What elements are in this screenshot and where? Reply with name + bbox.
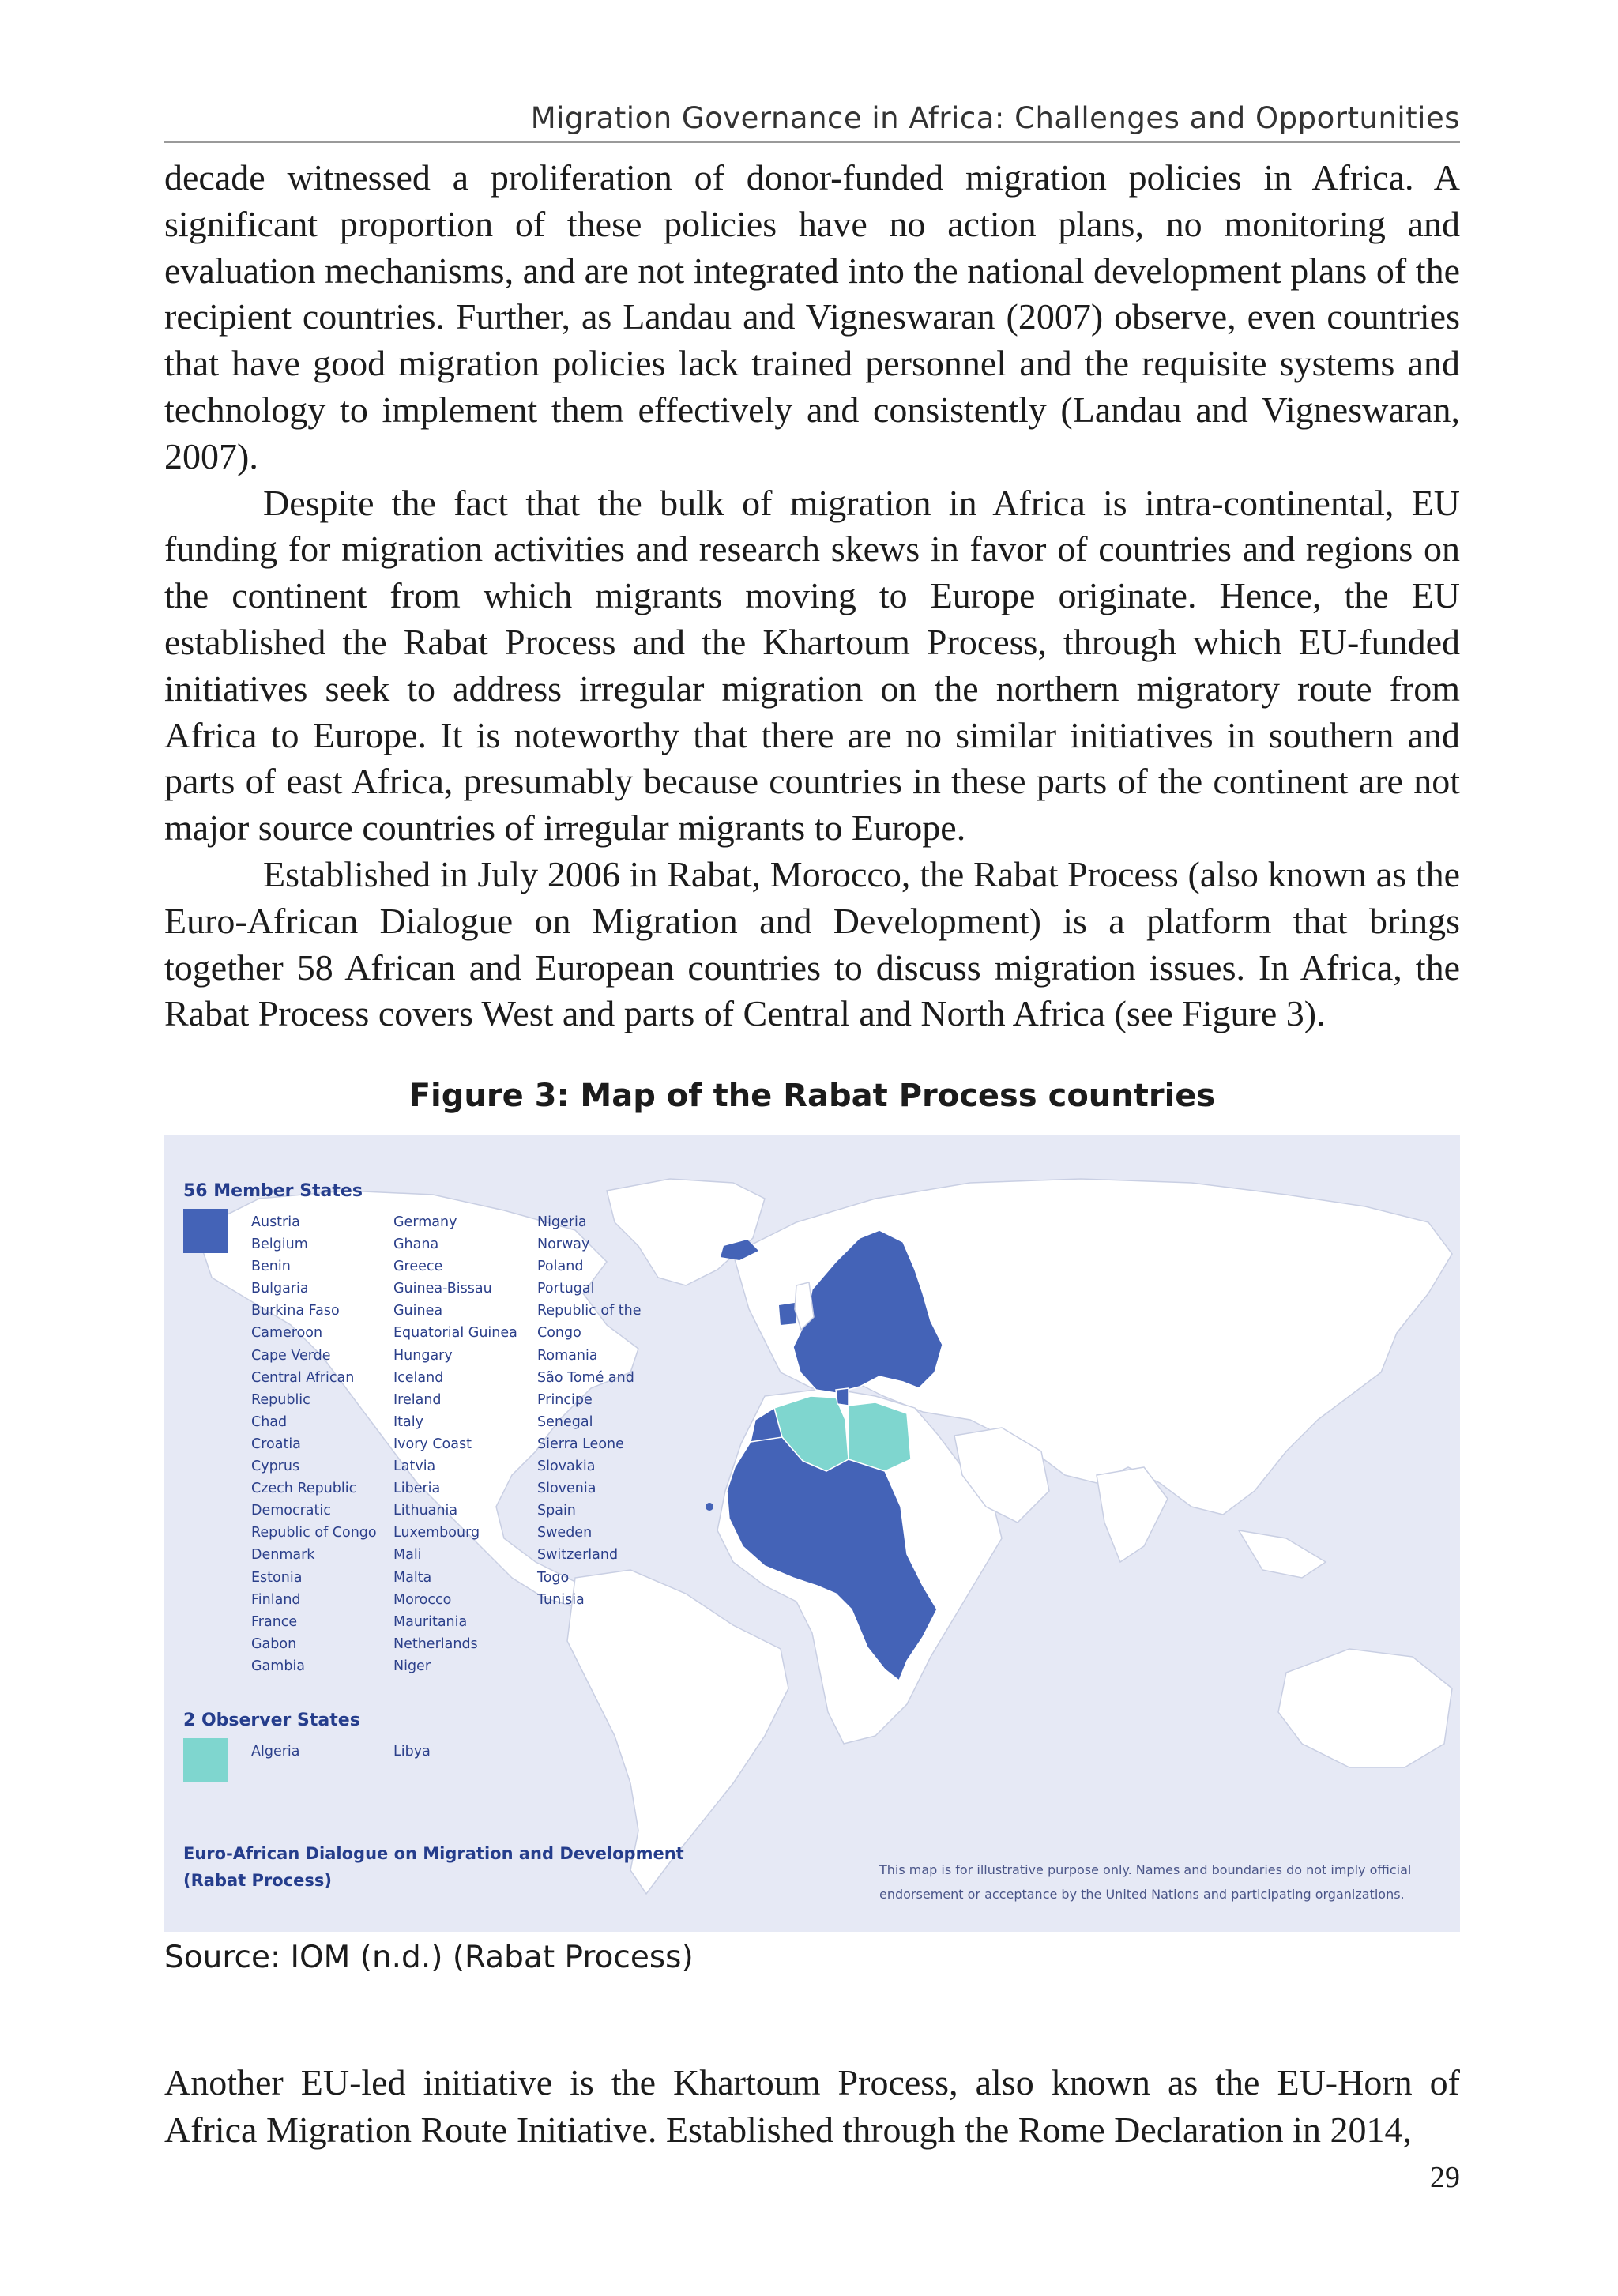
body-text-continued [164,2059,1460,2154]
member-name: Democratic [251,1503,331,1519]
member-name: Nigeria [537,1214,587,1230]
member-name: Italy [393,1413,423,1430]
members-column-2 [393,1211,517,1677]
member-name: Benin [251,1259,291,1275]
observer-libya [393,1741,431,1763]
page-number: 29 [1430,2161,1460,2194]
member-name: Germany [393,1214,457,1230]
member-name: Cameroon [251,1325,323,1342]
member-name: Ghana [393,1236,439,1253]
member-name: Iceland [393,1369,444,1386]
member-name: Republic of Congo [251,1525,377,1541]
member-name: Poland [537,1259,584,1275]
disclaimer-line-1: This map is for illustrative purpose only. Names and boundaries do not imply official [879,1862,1412,1877]
region-tunisia [836,1388,849,1406]
member-name: Croatia [251,1436,301,1452]
member-name: Sierra Leone [537,1436,624,1452]
land-se-asia [1239,1530,1326,1578]
member-name: Cyprus [251,1459,300,1475]
disclaimer-line-2: endorsement or acceptance by the United Nations and participating organizations. [879,1887,1405,1902]
members-column-3 [537,1211,642,1611]
observer-name: Algeria [251,1744,300,1760]
paragraph-4: Another EU-led initiative is the Khartoum Process, also known as the EU-Horn of Africa Migration Route Initiative. Established through the Rome Declaration in 2014, [164,2062,1460,2150]
map-footer-line-1: Euro-African Dialogue on Migration and Development [183,1844,684,1863]
rabat-process-map [164,1135,1460,1932]
observer-states-swatch [183,1738,228,1782]
member-name: Togo [537,1569,570,1586]
observer-name: Libya [393,1744,431,1760]
member-name: Bulgaria [251,1281,309,1297]
land-australia [1278,1649,1452,1767]
member-name: Chad [251,1413,288,1430]
member-name: Tunisia [537,1591,585,1608]
member-name: Ivory Coast [393,1436,472,1452]
figure-source: Source: IOM (n.d.) (Rabat Process) [164,1940,694,1975]
member-name: Finland [251,1591,301,1608]
member-name: Estonia [251,1569,303,1586]
region-cape-verde [706,1503,713,1511]
paragraph-2: Despite the fact that the bulk of migration in Africa is intra-continental, EU funding for migration activities and research skews in favor of countries and regions on the continent from which migrants moving to Europe originate. Hence, the EU established the Rabat Process and the Khartoum Process, through which EU-funded initiatives seek to address irregular migration on the northern migratory route from Africa to Europe. It is noteworthy that there are no similar initiatives in southern and parts of east Africa, presumably because countries in these parts of the continent are not major source countries of irregular migrants to Europe. [164,482,1460,849]
member-name: Congo [537,1325,581,1342]
member-name: Senegal [537,1413,593,1430]
header-rule [164,141,1460,143]
member-states-heading: 56 Member States [183,1181,363,1201]
member-name: Republic of the [537,1303,642,1319]
member-name: Hungary [393,1347,453,1364]
member-name: Guinea [393,1303,443,1319]
observer-states-heading: 2 Observer States [183,1711,360,1730]
member-name: Lithuania [393,1503,458,1519]
member-name: Central African [251,1369,355,1386]
member-name: Morocco [393,1591,452,1608]
member-name: Malta [393,1569,432,1586]
member-name: Burkina Faso [251,1303,340,1319]
member-name: Norway [537,1236,590,1253]
map-footer-title [183,1840,684,1894]
member-name: Luxembourg [393,1525,480,1541]
paragraph-1: decade witnessed a proliferation of donor-funded migration policies in Africa. A significant proportion of these policies have no action plans, no monitoring and evaluation mechanisms, and are not integrated into the national development plans of the recipient countries. Further, as Landau and Vigneswaran (2007) observe, even countries that have good migration policies lack trained personnel and the requisite systems and technology to implement them effectively and consistently (Landau and Vigneswaran, 2007). [164,157,1460,476]
observer-algeria [251,1741,300,1763]
body-text [164,155,1460,1037]
member-name: Czech Republic [251,1481,357,1497]
member-name: Slovenia [537,1481,596,1497]
member-name: Greece [393,1259,443,1275]
member-name: Denmark [251,1547,315,1564]
member-name: Latvia [393,1459,436,1475]
member-name: France [251,1613,298,1630]
member-name: Principe [537,1391,593,1408]
member-name: São Tomé and [537,1369,634,1386]
member-name: Gabon [251,1635,297,1652]
region-observer-libya [849,1402,911,1471]
member-name: Spain [537,1503,576,1519]
region-ireland [779,1303,796,1325]
member-name: Belgium [251,1236,308,1253]
member-name: Netherlands [393,1635,478,1652]
member-name: Slovakia [537,1459,596,1475]
member-name: Sweden [537,1525,593,1541]
map-footer-line-2: (Rabat Process) [183,1871,332,1890]
running-header: Migration Governance in Africa: Challenges and Opportunities [530,101,1460,135]
member-name: Guinea-Bissau [393,1281,492,1297]
member-name: Portugal [537,1281,595,1297]
member-name: Equatorial Guinea [393,1325,517,1342]
member-name: Niger [393,1658,431,1674]
member-states-swatch [183,1209,228,1253]
member-name: Romania [537,1347,598,1364]
member-name: Liberia [393,1481,441,1497]
members-column-1 [251,1211,377,1677]
member-name: Mali [393,1547,422,1564]
member-name: Republic [251,1391,310,1408]
paragraph-3: Established in July 2006 in Rabat, Morocco, the Rabat Process (also known as the Euro-African Dialogue on Migration and Development) is a platform that brings together 58 African and European countries to discuss migration issues. In Africa, the Rabat Process covers West and parts of Central and North Africa (see Figure 3). [164,853,1460,1034]
member-name: Austria [251,1214,300,1230]
figure-title: Figure 3: Map of the Rabat Process countries [408,1078,1216,1114]
member-name: Ireland [393,1391,442,1408]
member-name: Mauritania [393,1613,468,1630]
map-disclaimer [879,1858,1411,1906]
member-name: Switzerland [537,1547,619,1564]
member-name: Gambia [251,1658,306,1674]
member-name: Cape Verde [251,1347,331,1364]
